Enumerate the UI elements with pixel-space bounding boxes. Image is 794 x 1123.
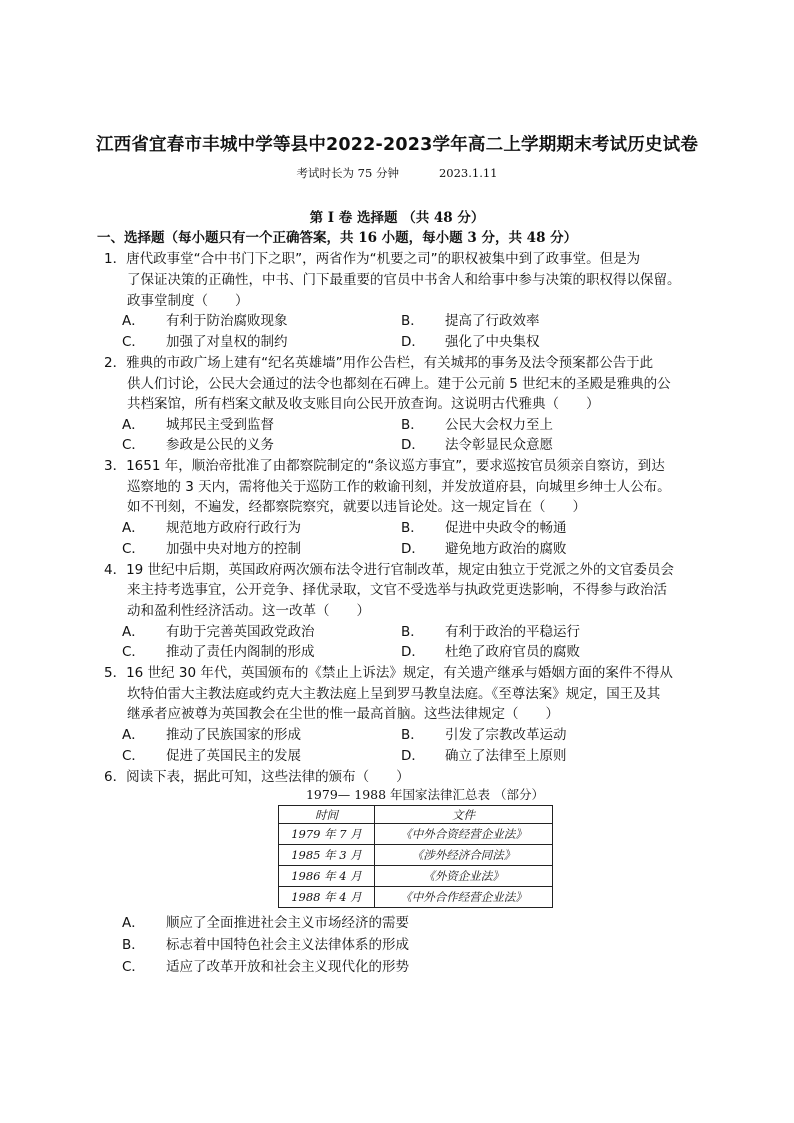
table-cell-time: 1986 年 4 月	[279, 866, 375, 887]
question-1-line-1: 1．唐代政事堂“合中书门下之职”，两省作为“机要之司”的职权被集中到了政事堂。但是为	[104, 251, 641, 267]
part-title: 一、选择题（每小题只有一个正确答案，共 16 小题，每小题 3 分，共 48 分）	[97, 230, 578, 246]
question-4-line-1: 4．19 世纪中后期，英国政府两次颁布法令进行官制改革，规定由独立于党派之外的文官委员会	[104, 562, 675, 578]
question-5-line-2: 坎特伯雷大主教法庭或约克大主教法庭上呈到罗马教皇法庭。《至尊法案》规定，国王及其	[127, 686, 661, 702]
question-4-option-b[interactable]: B． 有利于政治的平稳运行	[401, 624, 580, 640]
question-1-option-a[interactable]: A． 有利于防治腐败现象	[122, 313, 288, 329]
table-header-document: 文件	[375, 806, 553, 824]
question-5-option-d[interactable]: D． 确立了法律至上原则	[401, 748, 567, 764]
question-2-option-b[interactable]: B． 公民大会权力至上	[401, 417, 553, 433]
question-3-line-1: 3．1651 年，顺治帝批准了由都察院制定的“条议巡方事宜”，要求巡按官员须亲自察访，到达	[104, 458, 665, 474]
question-2-line-2: 供人们讨论，公民大会通过的法令也都刻在石碑上。建于公元前 5 世纪末的圣殿是雅典的公	[127, 376, 671, 392]
question-5-line-3: 继承者应被尊为英国教会在尘世的惟一最高首脑。这些法律规定（ ）	[127, 706, 559, 722]
question-4-option-d[interactable]: D． 杜绝了政府官员的腐败	[401, 644, 580, 660]
table-row	[279, 845, 553, 866]
table-header-row	[279, 806, 553, 824]
table-header-time: 时间	[279, 806, 375, 824]
table-row	[279, 887, 553, 908]
question-6-option-c[interactable]: C． 适应了改革开放和社会主义现代化的形势	[122, 959, 409, 975]
table-cell-document: 《外资企业法》	[375, 866, 553, 887]
table-cell-time: 1988 年 4 月	[279, 887, 375, 908]
question-1-line-2: 了保证决策的正确性，中书、门下最重要的官员中书舍人和给事中参与决策的职权得以保留。	[127, 272, 681, 288]
law-table	[278, 805, 553, 908]
question-2-option-d[interactable]: D． 法令彰显民众意愿	[401, 437, 553, 453]
table-cell-time: 1985 年 3 月	[279, 845, 375, 866]
question-4-option-a[interactable]: A． 有助于完善英国政党政治	[122, 624, 315, 640]
question-5-option-c[interactable]: C． 促进了英国民主的发展	[122, 748, 301, 764]
section-title: 第 I 卷 选择题 （共 48 分）	[309, 210, 485, 226]
question-6-option-b[interactable]: B． 标志着中国特色社会主义法律体系的形成	[122, 937, 409, 953]
exam-duration: 考试时长为 75 分钟	[296, 166, 399, 180]
question-1-option-d[interactable]: D． 强化了中央集权	[401, 334, 540, 350]
question-1-option-c[interactable]: C． 加强了对皇权的制约	[122, 334, 288, 350]
table-cell-document: 《中外合资经营企业法》	[375, 824, 553, 845]
question-3-option-d[interactable]: D． 避免地方政治的腐败	[401, 541, 567, 557]
question-5-line-1: 5．16 世纪 30 年代，英国颁布的《禁止上诉法》规定，有关遗产继承与婚姻方面的案件不得从	[104, 665, 673, 681]
question-5-option-b[interactable]: B． 引发了宗教改革运动	[401, 727, 567, 743]
exam-title: 江西省宜春市丰城中学等县中2022-2023学年高二上学期期末考试历史试卷	[95, 135, 699, 155]
question-2-option-c[interactable]: C． 参政是公民的义务	[122, 437, 274, 453]
table-cell-document: 《涉外经济合同法》	[375, 845, 553, 866]
question-6-option-a[interactable]: A． 顺应了全面推进社会主义市场经济的需要	[122, 915, 409, 931]
question-4-line-2: 来主持考选事宜，公开竞争、择优录取，文官不受选举与执政党更迭影响，不得参与政治活	[127, 582, 667, 598]
table-caption: 1979— 1988 年国家法律汇总表 （部分）	[305, 787, 545, 802]
question-3-option-b[interactable]: B． 促进中央政令的畅通	[401, 520, 567, 536]
table-cell-time: 1979 年 7 月	[279, 824, 375, 845]
question-2-line-1: 2．雅典的市政广场上建有“纪名英雄墙”用作公告栏，有关城邦的事务及法令预案都公告于此	[104, 355, 654, 371]
table-cell-document: 《中外合作经营企业法》	[375, 887, 553, 908]
question-3-option-a[interactable]: A． 规范地方政府行政行为	[122, 520, 301, 536]
question-3-line-2: 巡察地的 3 天内，需将他关于巡防工作的敕谕刊刻，并发放道府县，向城里乡绅士人公布。	[127, 479, 671, 495]
exam-meta	[0, 165, 794, 181]
question-3-line-3: 如不刊刻，不遍发，经都察院察究，就要以违旨论处。这一规定旨在（ ）	[127, 499, 586, 515]
question-1-line-3: 政事堂制度（ ）	[127, 293, 249, 309]
question-1-option-b[interactable]: B． 提高了行政效率	[401, 313, 540, 329]
table-row	[279, 824, 553, 845]
question-2-option-a[interactable]: A． 城邦民主受到监督	[122, 417, 274, 433]
question-6-line-1: 6．阅读下表，据此可知，这些法律的颁布（ ）	[104, 769, 410, 785]
question-3-option-c[interactable]: C． 加强中央对地方的控制	[122, 541, 301, 557]
question-5-option-a[interactable]: A． 推动了民族国家的形成	[122, 727, 301, 743]
table-row	[279, 866, 553, 887]
question-2-line-3: 共档案馆，所有档案文献及收支账目向公民开放查询。这说明古代雅典（ ）	[127, 396, 600, 412]
question-4-option-c[interactable]: C． 推动了责任内阁制的形成	[122, 644, 315, 660]
question-4-line-3: 动和盈利性经济活动。这一改革（ ）	[127, 603, 370, 619]
exam-date: 2023.1.11	[438, 166, 498, 180]
